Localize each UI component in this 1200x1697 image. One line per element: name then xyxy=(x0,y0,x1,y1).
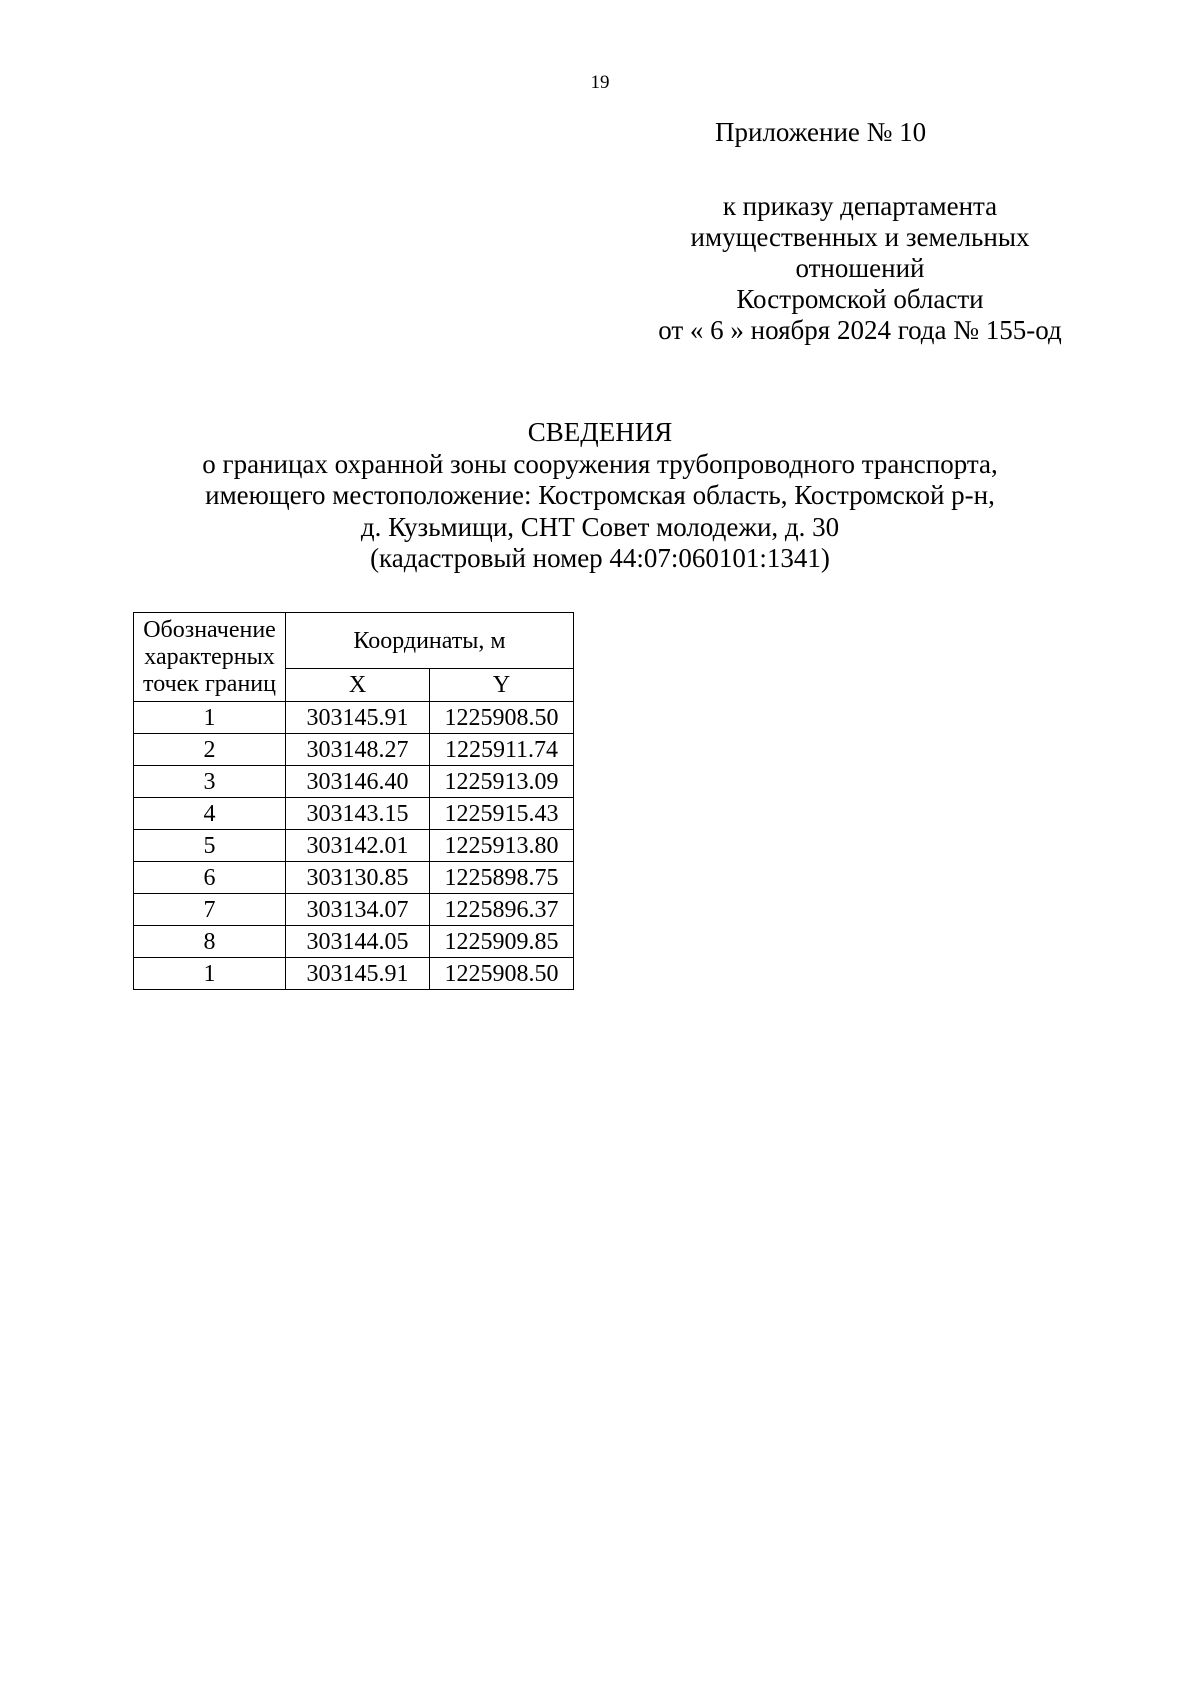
table-row xyxy=(134,894,574,926)
cell-point: 8 xyxy=(134,926,286,958)
table-row xyxy=(134,862,574,894)
cell-y: 1225913.09 xyxy=(430,766,574,798)
cell-point: 1 xyxy=(134,702,286,734)
cell-y: 1225908.50 xyxy=(430,958,574,990)
table-header-row xyxy=(134,613,574,669)
heading-line: имеющего местоположение: Костромская область, Костромской р-н, xyxy=(205,480,995,510)
page-number: 19 xyxy=(590,72,610,93)
cell-x: 303143.15 xyxy=(286,798,430,830)
heading-line: д. Кузьмищи, СНТ Совет молодежи, д. 30 xyxy=(360,511,840,542)
cell-y: 1225908.50 xyxy=(430,702,574,734)
order-date-number: от « 6 » ноября 2024 года № 155-од xyxy=(658,315,1062,345)
order-line: Костромской области xyxy=(736,284,984,314)
header-coordinates: Координаты, м xyxy=(286,613,574,669)
cell-x: 303142.01 xyxy=(286,830,430,862)
cell-y: 1225898.75 xyxy=(430,862,574,894)
cell-y: 1225915.43 xyxy=(430,798,574,830)
table-row xyxy=(134,734,574,766)
cell-y: 1225909.85 xyxy=(430,926,574,958)
cell-x: 303146.40 xyxy=(286,766,430,798)
cell-point: 4 xyxy=(134,798,286,830)
cell-x: 303148.27 xyxy=(286,734,430,766)
cell-y: 1225911.74 xyxy=(430,734,574,766)
heading-title: СВЕДЕНИЯ xyxy=(527,417,673,447)
header-designation-line: точек границ xyxy=(143,670,276,697)
cell-x: 303144.05 xyxy=(286,926,430,958)
table-row xyxy=(134,926,574,958)
heading-line: о границах охранной зоны сооружения трубопроводного транспорта, xyxy=(202,448,998,479)
header-x: X xyxy=(286,669,430,702)
header-designation xyxy=(134,613,286,702)
cell-x: 303145.91 xyxy=(286,702,430,734)
header-y: Y xyxy=(430,669,574,702)
table-row xyxy=(134,798,574,830)
cell-point: 2 xyxy=(134,734,286,766)
cell-point: 6 xyxy=(134,862,286,894)
cell-point: 3 xyxy=(134,766,286,798)
cell-point: 5 xyxy=(134,830,286,862)
table-row xyxy=(134,702,574,734)
cell-point: 7 xyxy=(134,894,286,926)
order-line: к приказу департамента xyxy=(722,191,998,221)
cell-x: 303130.85 xyxy=(286,862,430,894)
cell-y: 1225913.80 xyxy=(430,830,574,862)
order-line: отношений xyxy=(795,253,925,283)
table-row xyxy=(134,830,574,862)
cell-x: 303134.07 xyxy=(286,894,430,926)
cell-x: 303145.91 xyxy=(286,958,430,990)
header-designation-line: Обозначение xyxy=(143,616,276,643)
order-reference xyxy=(625,191,1095,346)
heading-cadastral-number: (кадастровый номер 44:07:060101:1341) xyxy=(370,543,830,573)
appendix-title: Приложение № 10 xyxy=(715,117,927,147)
cell-point: 1 xyxy=(134,958,286,990)
coordinates-table xyxy=(133,612,574,990)
table-row xyxy=(134,766,574,798)
order-line: имущественных и земельных xyxy=(690,222,1030,252)
document-heading xyxy=(100,417,1100,575)
table-row xyxy=(134,958,574,990)
cell-y: 1225896.37 xyxy=(430,894,574,926)
header-designation-line: характерных xyxy=(144,643,275,670)
